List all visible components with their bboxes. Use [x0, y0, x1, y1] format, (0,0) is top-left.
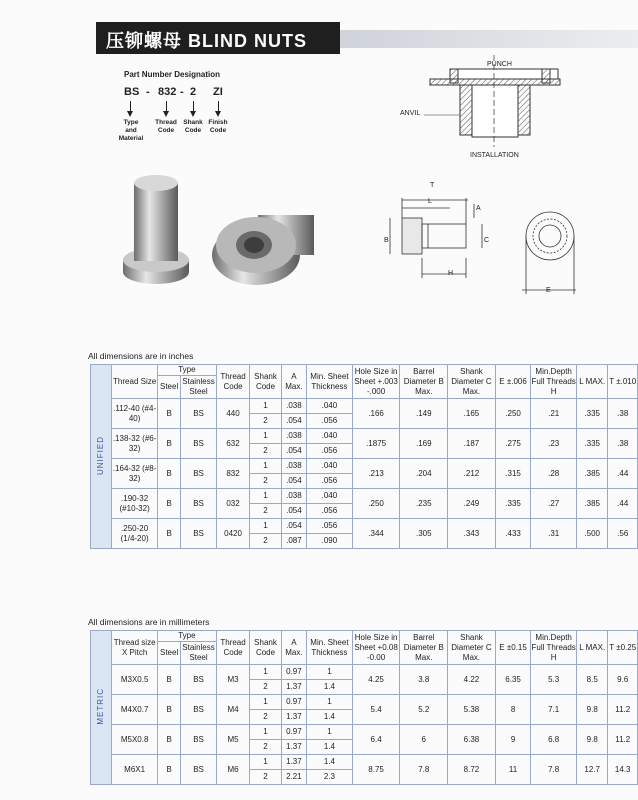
cell-l-max: 9.8 — [576, 695, 607, 725]
table-row — [91, 489, 638, 504]
cell-shank-code: 2 — [250, 740, 281, 755]
col-t: T ±0.25 — [608, 631, 638, 665]
cell-shank-code: 2 — [250, 770, 281, 785]
pn-label-shank: Shank Code — [183, 119, 203, 134]
col-barrel-diameter: Barrel Diameter B Max. — [400, 631, 448, 665]
cell-e: 8 — [495, 695, 531, 725]
cell-thread-size: .138-32 (#6-32) — [112, 429, 158, 459]
col-min-sheet: Min. Sheet Thickness — [307, 631, 353, 665]
col-shank-diameter: Shank Diameter C Max. — [448, 365, 496, 399]
cell-barrel-diameter: .204 — [400, 459, 448, 489]
cell-min-depth: .28 — [531, 459, 577, 489]
cell-stainless: BS — [181, 665, 217, 695]
cell-min-sheet: 1.4 — [307, 755, 353, 770]
cell-steel: B — [157, 755, 180, 785]
cell-l-max: .335 — [576, 429, 607, 459]
dim-c-label: C — [484, 237, 490, 244]
cell-l-max: 8.5 — [576, 665, 607, 695]
cell-shank-code: 2 — [250, 504, 281, 519]
cell-shank-diameter: .343 — [448, 519, 496, 549]
cell-min-depth: 7.8 — [531, 755, 577, 785]
cell-hole-size: .250 — [352, 489, 400, 519]
col-min-sheet: Min. Sheet Thickness — [307, 365, 353, 399]
cell-thread-size: M4X0.7 — [112, 695, 158, 725]
cell-stainless: BS — [181, 399, 217, 429]
table-row — [91, 755, 638, 770]
col-type: Type — [157, 631, 216, 642]
cell-shank-diameter: 8.72 — [448, 755, 496, 785]
header-row — [91, 631, 638, 642]
dim-b-label: B — [384, 237, 389, 244]
col-stainless-steel: Stainless Steel — [181, 642, 217, 665]
table-row — [91, 399, 638, 414]
cell-min-depth: 7.1 — [531, 695, 577, 725]
cell-stainless: BS — [181, 459, 217, 489]
cell-min-sheet: .040 — [307, 489, 353, 504]
cell-a-max: .038 — [281, 489, 306, 504]
cell-t: 9.6 — [608, 665, 638, 695]
col-thread-size: Thread size X Pitch — [112, 631, 158, 665]
anvil-label: ANVIL — [400, 110, 421, 117]
cell-steel: B — [157, 695, 180, 725]
cell-shank-code: 1 — [250, 519, 281, 534]
col-e: E ±.006 — [495, 365, 531, 399]
cell-barrel-diameter: 6 — [400, 725, 448, 755]
table-row — [91, 695, 638, 710]
cell-min-sheet: .040 — [307, 429, 353, 444]
cell-min-sheet: .056 — [307, 444, 353, 459]
arrow-down-icon — [190, 111, 196, 117]
product-photo — [118, 165, 328, 305]
cell-e: .275 — [495, 429, 531, 459]
cell-steel: B — [157, 519, 180, 549]
cell-shank-diameter: .249 — [448, 489, 496, 519]
cell-a-max: .038 — [281, 459, 306, 474]
cell-a-max: 1.37 — [281, 740, 306, 755]
cell-shank-code: 1 — [250, 695, 281, 710]
dim-a-label: A — [476, 205, 481, 212]
cell-a-max: 1.37 — [281, 755, 306, 770]
table-row — [91, 665, 638, 680]
cell-thread-size: .250-20 (1/4-20) — [112, 519, 158, 549]
cell-e: 9 — [495, 725, 531, 755]
cell-shank-code: 2 — [250, 444, 281, 459]
cell-shank-diameter: .165 — [448, 399, 496, 429]
cell-t: 11.2 — [608, 695, 638, 725]
side-label-text: METRIC — [96, 687, 106, 725]
cell-l-max: .385 — [576, 459, 607, 489]
cell-a-max: .054 — [281, 504, 306, 519]
cell-a-max: 1.37 — [281, 710, 306, 725]
cell-steel: B — [157, 489, 180, 519]
cell-steel: B — [157, 429, 180, 459]
col-barrel-diameter: Barrel Diameter B Max. — [400, 365, 448, 399]
pn-label-finish: Finish Code — [208, 119, 228, 134]
arrow-down-icon — [215, 111, 221, 117]
cell-steel: B — [157, 665, 180, 695]
cell-min-sheet: 2.3 — [307, 770, 353, 785]
pn-code-shank: 2 — [190, 86, 197, 98]
cell-t: 11.2 — [608, 725, 638, 755]
dim-l-label: L — [428, 198, 432, 205]
col-a-max: A Max. — [281, 365, 306, 399]
col-steel: Steel — [157, 376, 180, 399]
cell-thread-size: .190-32 (#10-32) — [112, 489, 158, 519]
cell-a-max: 0.97 — [281, 695, 306, 710]
cell-l-max: .335 — [576, 399, 607, 429]
cell-stainless: BS — [181, 489, 217, 519]
header-row — [91, 365, 638, 376]
cell-shank-diameter: .187 — [448, 429, 496, 459]
cell-shank-code: 2 — [250, 414, 281, 429]
cell-shank-code: 2 — [250, 680, 281, 695]
table-row — [91, 725, 638, 740]
table-row — [91, 519, 638, 534]
cell-e: 11 — [495, 755, 531, 785]
col-shank-code: Shank Code — [250, 365, 281, 399]
cell-l-max: .500 — [576, 519, 607, 549]
metric-table-caption: All dimensions are in millimeters — [88, 617, 210, 627]
cell-barrel-diameter: 7.8 — [400, 755, 448, 785]
col-min-depth: Min.Depth Full Threads H — [531, 365, 577, 399]
cell-min-sheet: 1 — [307, 725, 353, 740]
cell-shank-code: 1 — [250, 459, 281, 474]
cell-thread-size: M5X0.8 — [112, 725, 158, 755]
cell-shank-code: 1 — [250, 725, 281, 740]
table-row — [91, 459, 638, 474]
cell-t: 14.3 — [608, 755, 638, 785]
cell-min-sheet: .040 — [307, 399, 353, 414]
side-label-text: UNIFIED — [96, 435, 106, 475]
cell-shank-code: 2 — [250, 710, 281, 725]
cell-min-sheet: .040 — [307, 459, 353, 474]
cell-l-max: .385 — [576, 489, 607, 519]
cell-shank-code: 1 — [250, 399, 281, 414]
cell-shank-diameter: 4.22 — [448, 665, 496, 695]
cell-min-sheet: .056 — [307, 414, 353, 429]
cell-a-max: 1.37 — [281, 680, 306, 695]
col-thread-code: Thread Code — [216, 365, 249, 399]
table-side-label — [91, 631, 112, 785]
cell-barrel-diameter: .149 — [400, 399, 448, 429]
cell-stainless: BS — [181, 429, 217, 459]
cell-barrel-diameter: 5.2 — [400, 695, 448, 725]
cell-min-depth: 5.3 — [531, 665, 577, 695]
cell-min-sheet: 1.4 — [307, 710, 353, 725]
cell-thread-code: 032 — [216, 489, 249, 519]
col-stainless-steel: Stainless Steel — [181, 376, 217, 399]
pn-code-finish: ZI — [213, 86, 223, 98]
cell-a-max: .054 — [281, 519, 306, 534]
col-steel: Steel — [157, 642, 180, 665]
pn-code-type: BS — [124, 86, 140, 98]
cell-min-depth: .23 — [531, 429, 577, 459]
col-e: E ±0.15 — [495, 631, 531, 665]
cell-thread-size: .112-40 (#4-40) — [112, 399, 158, 429]
cell-hole-size: .1875 — [352, 429, 400, 459]
cell-hole-size: 6.4 — [352, 725, 400, 755]
cell-steel: B — [157, 725, 180, 755]
cell-hole-size: .213 — [352, 459, 400, 489]
cell-thread-code: 440 — [216, 399, 249, 429]
cell-e: .250 — [495, 399, 531, 429]
cell-a-max: 0.97 — [281, 725, 306, 740]
col-type: Type — [157, 365, 216, 376]
cell-shank-code: 1 — [250, 429, 281, 444]
pn-code-dash: - — [180, 86, 184, 98]
col-hole-size: Hole Size in Sheet +.003 -.000 — [352, 365, 400, 399]
col-thread-size: Thread Size — [112, 365, 158, 399]
col-l-max: L MAX. — [576, 631, 607, 665]
pn-label-thread: Thread Code — [155, 119, 177, 134]
installation-diagram — [420, 55, 570, 155]
cell-a-max: .054 — [281, 444, 306, 459]
title-decoration — [340, 30, 638, 48]
cell-thread-size: M3X0.5 — [112, 665, 158, 695]
cell-e: .335 — [495, 489, 531, 519]
cell-hole-size: 8.75 — [352, 755, 400, 785]
table-row — [91, 429, 638, 444]
cell-min-sheet: 1 — [307, 695, 353, 710]
cell-a-max: .087 — [281, 534, 306, 549]
cell-a-max: .054 — [281, 414, 306, 429]
arrow-down-icon — [163, 111, 169, 117]
cell-min-sheet: .056 — [307, 474, 353, 489]
cell-shank-code: 1 — [250, 489, 281, 504]
cell-min-sheet: 1.4 — [307, 680, 353, 695]
cell-shank-code: 2 — [250, 474, 281, 489]
cell-a-max: .038 — [281, 399, 306, 414]
cell-thread-code: M4 — [216, 695, 249, 725]
pn-arrow — [166, 101, 167, 111]
col-thread-code: Thread Code — [216, 631, 249, 665]
table-side-label — [91, 365, 112, 549]
cell-e: 6.35 — [495, 665, 531, 695]
cell-thread-size: M6X1 — [112, 755, 158, 785]
pn-arrow — [193, 101, 194, 111]
dim-h-label: H — [448, 270, 454, 277]
cell-min-depth: .31 — [531, 519, 577, 549]
cell-min-sheet: .056 — [307, 504, 353, 519]
dimension-drawing — [380, 178, 580, 303]
cell-hole-size: .166 — [352, 399, 400, 429]
cell-l-max: 12.7 — [576, 755, 607, 785]
cell-steel: B — [157, 459, 180, 489]
cell-t: .38 — [608, 429, 638, 459]
cell-barrel-diameter: .305 — [400, 519, 448, 549]
metric-dimensions-table — [90, 630, 638, 785]
cell-hole-size: 5.4 — [352, 695, 400, 725]
cell-t: .56 — [608, 519, 638, 549]
cell-thread-code: M3 — [216, 665, 249, 695]
cell-thread-code: 832 — [216, 459, 249, 489]
cell-hole-size: 4.25 — [352, 665, 400, 695]
cell-e: .315 — [495, 459, 531, 489]
cell-shank-diameter: 6.38 — [448, 725, 496, 755]
cell-min-sheet: 1.4 — [307, 740, 353, 755]
cell-l-max: 9.8 — [576, 725, 607, 755]
cell-barrel-diameter: .235 — [400, 489, 448, 519]
cell-thread-code: M5 — [216, 725, 249, 755]
part-number-heading: Part Number Designation — [124, 70, 221, 79]
pn-code-thread: 832 — [158, 86, 177, 98]
cell-shank-code: 1 — [250, 665, 281, 680]
cell-e: .433 — [495, 519, 531, 549]
cell-thread-code: 632 — [216, 429, 249, 459]
cell-stainless: BS — [181, 519, 217, 549]
pn-arrow — [218, 101, 219, 111]
cell-min-depth: .21 — [531, 399, 577, 429]
cell-min-sheet: 1 — [307, 665, 353, 680]
cell-steel: B — [157, 399, 180, 429]
cell-a-max: 0.97 — [281, 665, 306, 680]
col-min-depth: Min.Depth Full Threads H — [531, 631, 577, 665]
cell-a-max: .038 — [281, 429, 306, 444]
title-banner — [96, 22, 340, 54]
cell-hole-size: .344 — [352, 519, 400, 549]
cell-shank-code: 2 — [250, 534, 281, 549]
pn-arrow — [130, 101, 131, 111]
cell-min-sheet: .090 — [307, 534, 353, 549]
arrow-down-icon — [127, 111, 133, 117]
cell-t: .38 — [608, 399, 638, 429]
cell-barrel-diameter: .169 — [400, 429, 448, 459]
cell-min-sheet: .056 — [307, 519, 353, 534]
cell-min-depth: .27 — [531, 489, 577, 519]
col-shank-diameter: Shank Diameter C Max. — [448, 631, 496, 665]
cell-stainless: BS — [181, 695, 217, 725]
cell-thread-code: M6 — [216, 755, 249, 785]
cell-thread-size: .164-32 (#8-32) — [112, 459, 158, 489]
cell-min-depth: 6.8 — [531, 725, 577, 755]
col-a-max: A Max. — [281, 631, 306, 665]
cell-t: .44 — [608, 459, 638, 489]
pn-code-dash: - — [146, 86, 150, 98]
cell-t: .44 — [608, 489, 638, 519]
pn-label-type: Type and Material — [118, 119, 144, 142]
inch-table-caption: All dimensions are in inches — [88, 351, 194, 361]
punch-label: PUNCH — [487, 61, 512, 68]
col-t: T ±.010 — [608, 365, 638, 399]
cell-stainless: BS — [181, 755, 217, 785]
col-shank-code: Shank Code — [250, 631, 281, 665]
cell-shank-code: 1 — [250, 755, 281, 770]
inch-dimensions-table — [90, 364, 638, 549]
cell-shank-diameter: .212 — [448, 459, 496, 489]
page-title: 压铆螺母 BLIND NUTS — [106, 31, 307, 51]
cell-a-max: .054 — [281, 474, 306, 489]
cell-stainless: BS — [181, 725, 217, 755]
col-l-max: L MAX. — [576, 365, 607, 399]
dim-t-label: T — [430, 182, 435, 189]
cell-barrel-diameter: 3.8 — [400, 665, 448, 695]
cell-shank-diameter: 5.38 — [448, 695, 496, 725]
cell-thread-code: 0420 — [216, 519, 249, 549]
dim-e-label: E — [546, 287, 551, 294]
col-hole-size: Hole Size in Sheet +0.08 -0.00 — [352, 631, 400, 665]
installation-label: INSTALLATION — [470, 152, 519, 159]
cell-a-max: 2.21 — [281, 770, 306, 785]
